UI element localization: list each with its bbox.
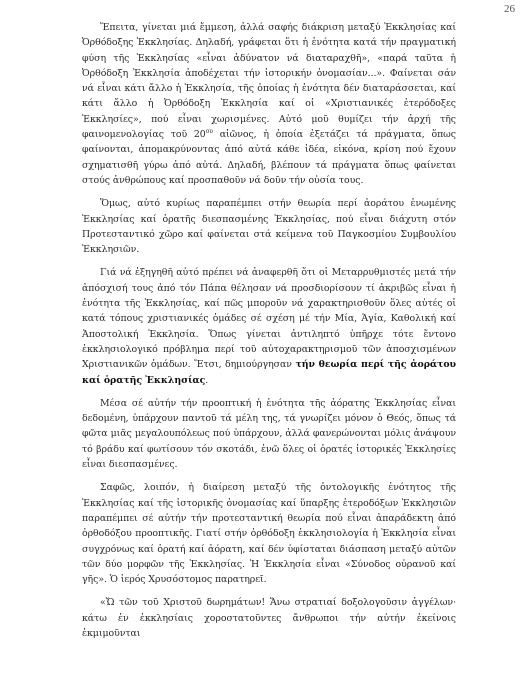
paragraph bbox=[82, 20, 456, 188]
paragraph-text: Ἔπειτα, γίνεται μιά ἔμμεση, ἀλλά σαφής διάκριση μεταξύ Ἐκκλησίας καί Ὀρθόδοξης Ἐκκλησίας. Δηλαδή, γράφεται ὅτι ἡ ἑνότητα κατά τήν πραγματική φύση τῆς Ἐκκλησίας «εἶναι ἀδύνατον νά διαταραχθῆ», «παρά ταῦτα ἡ Ὀρθόδοξη Ἐκκλησία ἀποδέχεται τήν ἱστορικήν ὀνομασίαν...». Φαίνεται σάν νά εἶναι κάτι ἄλλο ἡ Ἐκκλησία, τῆς ὁποίας ἡ ἑνότητα δέν διαταράσσεται, καί κάτι ἄλλο ἡ Ὀρθόδοξη Ἐκκλησία καί οἱ «Χριστιανικές ἑτερόδοξες Ἐκκλησίες», πού εἶναι χωρισμένες. Αὐτό μοῦ θυμίζει τήν ἀρχή τῆς φαινομενολογίας τοῦ 20 bbox=[82, 22, 456, 141]
paragraph-text: «Ὤ τῶν τοῦ Χριστοῦ δωρημάτων! Ἄνω στρατιαί δοξολογοῦσιν ἀγγέλων· κάτω ἐν ἐκκλησίαις χοροστατοῦντες ἄνθρωποι τήν αὐτήν ἐκείνοις ἐκμιμοῦνται bbox=[82, 597, 456, 639]
paragraph-text: Μέσα σέ αὐτήν τήν προοπτική ἡ ἑνότητα τῆς ἀόρατης Ἐκκλησίας εἶναι δεδομένη, ὑπάρχουν παντοῦ τά μέλη της, τά γνωρίζει μόνον ὁ Θεός, ὅπως τά φῶτα μιᾶς μεγαλουπόλεως πού ὑπάρχουν, ἀλλά φανερώνονται μόλις ἀνάψουν τό βράδυ καί φωτίσουν τόν σκοτάδι, ἐνῶ ὅλες οἱ ὁρατές ἱστορικές Ἐκκλησίες εἶναι διεσπασμένες. bbox=[82, 397, 456, 471]
ordinal-suffix: ου bbox=[205, 127, 213, 135]
bold-emphasis: τήν θεωρία περί τῆς ἀοράτου καί ὁρατῆς Ἐκκλησίας bbox=[82, 359, 456, 386]
page-number: 26 bbox=[504, 3, 515, 15]
document-body bbox=[82, 20, 456, 649]
paragraph-text-continued: αἰῶνος, ἡ ὁποία ἐξετάζει τά πράγματα, ὅπως φαίνονται, ἀπομακρύνοντας ἀπό αὐτά κάθε ἰδέα, εἰκόνα, κρίση πού ἔχουν σχηματισθῆ γύρω ἀπό αὐτά. Δηλαδή, βλέπουν τά πράγματα ὅπως φαίνεται στούς ἀνθρώπους καί προσπαθοῦν νά δοῦν τήν οὐσία τους. bbox=[82, 129, 456, 186]
paragraph bbox=[82, 396, 456, 472]
paragraph bbox=[82, 196, 456, 257]
paragraph-text: Ὅμως, αὐτό κυρίως παραπέμπει στήν θεωρία περί ἀοράτου ἑνωμένης Ἐκκλησίας καί ὁρατῆς διεσπασμένης Ἐκκλησίας, πού εἶναι διάχυτη στόν Προτεσταντικό χῶρο καί φαίνεται στά κείμενα τοῦ Παγκοσμίου Συμβουλίου Ἐκκλησιῶν. bbox=[82, 198, 456, 256]
paragraph-text: Σαφῶς, λοιπόν, ἡ διαίρεση μεταξύ τῆς ὀντολογικῆς ἑνότητος τῆς Ἐκκλησίας καί τῆς ἱστορικῆς ὀνομασίας καί ὕπαρξης ἑτεροδόξων Ἐκκλησιῶν παραπέμπει σέ αὐτήν τήν προτεσταντική θεωρία πού εἶναι ἀπαράδεκτη ἀπό ὀρθοδόξου προοπτικῆς. Γιατί στήν ὀρθόδοξη ἐκκλησιολογία ἡ Ἐκκλησία εἶναι συγχρόνως καί ὁρατή καί ἀόρατη, καί δέν ὑφίσταται διάσπαση μεταξύ αὐτῶν τῶν δύο μορφῶν τῆς Ἐκκλησίας. Ἡ Ἐκκλησία εἶναι «Σύνοδος οὐρανοῦ καί γῆς». Ὁ ἱερός Χρυσόστομος παρατηρεῖ. bbox=[82, 482, 456, 586]
paragraph bbox=[82, 480, 456, 587]
paragraph-text: Γιά νά ἐξηγηθῆ αὐτό πρέπει νά ἀναφερθῆ ὅτι οἱ Μεταρρυθμιστές μετά τήν ἀπόσχισή τους ἀπό τόν Πάπα θέλησαν νά προσδιορίσουν τί ἀκριβῶς εἶναι ἡ ἑνότητα τῆς Ἐκκλησίας, καί πῶς μποροῦν νά χαρακτηρισθοῦν ὅλες αὐτές οἱ κατά τόπους χριστιανικές ὁμάδες σέ σχέση μέ τήν Μία, Ἁγία, Καθολική καί Ἀποστολική Ἐκκλησία. Ὅπως γίνεται ἀντιληπτό ὑπῆρχε τότε ἔντονο ἐκκλησιολογικό πρόβλημα περί τοῦ αὐτοχαρακτηρισμοῦ τῶν ἀποσχισμένων Χριστιανικῶν ὁμάδων. Ἔτσι, δημιούργησαν bbox=[82, 267, 456, 371]
paragraph-text-end: . bbox=[205, 374, 209, 386]
paragraph bbox=[82, 265, 456, 387]
paragraph bbox=[82, 595, 456, 641]
